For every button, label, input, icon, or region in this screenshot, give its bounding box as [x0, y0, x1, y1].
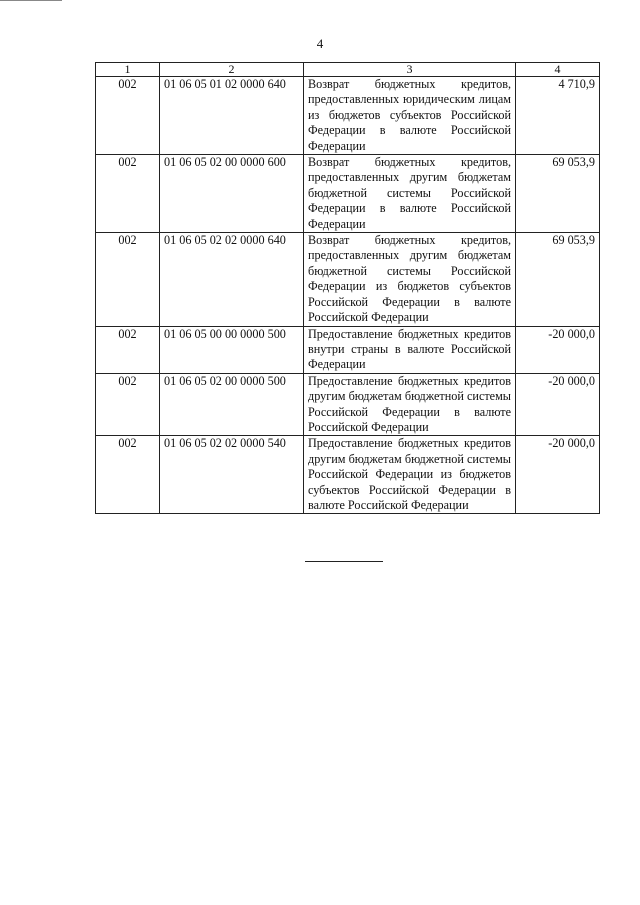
budget-classification-code-cell: 01 06 05 00 00 0000 500 [160, 326, 304, 373]
budget-classification-code-cell: 01 06 05 02 02 0000 540 [160, 436, 304, 514]
admin-code-cell: 002 [96, 436, 160, 514]
budget-sources-table [95, 62, 600, 514]
item-name-cell: Возврат бюджетных кредитов, предоставленных другим бюджетам бюджетной системы Российской Федерации из бюджетов субъектов Российской Федерации в валюте Российской Федерации [304, 233, 516, 326]
table-row [96, 373, 600, 436]
budget-classification-code-cell: 01 06 05 01 02 0000 640 [160, 77, 304, 155]
table-row [96, 155, 600, 233]
amount-cell: -20 000,0 [516, 436, 600, 514]
header-col-3: 3 [304, 63, 516, 77]
admin-code-cell: 002 [96, 77, 160, 155]
item-name-cell: Предоставление бюджетных кредитов другим бюджетам бюджетной системы Российской Федерации из бюджетов субъектов Российской Федерации в валюте Российской Федерации [304, 436, 516, 514]
amount-cell: -20 000,0 [516, 326, 600, 373]
scan-edge-line [0, 0, 62, 1]
amount-cell: 69 053,9 [516, 233, 600, 326]
header-col-2: 2 [160, 63, 304, 77]
amount-cell: 4 710,9 [516, 77, 600, 155]
item-name-cell: Предоставление бюджетных кредитов внутри страны в валюте Российской Федерации [304, 326, 516, 373]
table-row [96, 436, 600, 514]
admin-code-cell: 002 [96, 155, 160, 233]
table-row [96, 233, 600, 326]
table-row [96, 77, 600, 155]
admin-code-cell: 002 [96, 326, 160, 373]
budget-classification-code-cell: 01 06 05 02 00 0000 500 [160, 373, 304, 436]
table-header-row [96, 63, 600, 77]
page-number: 4 [316, 36, 324, 51]
item-name-cell: Возврат бюджетных кредитов, предоставленных другим бюджетам бюджетной системы Российской Федерации в валюте Российской Федерации [304, 155, 516, 233]
table-row [96, 326, 600, 373]
admin-code-cell: 002 [96, 233, 160, 326]
admin-code-cell: 002 [96, 373, 160, 436]
header-col-4: 4 [516, 63, 600, 77]
item-name-cell: Возврат бюджетных кредитов, предоставленных юридическим лицам из бюджетов субъектов Российской Федерации в валюте Российской Федерации [304, 77, 516, 155]
item-name-cell: Предоставление бюджетных кредитов другим бюджетам бюджетной системы Российской Федерации в валюте Российской Федерации [304, 373, 516, 436]
amount-cell: -20 000,0 [516, 373, 600, 436]
budget-classification-code-cell: 01 06 05 02 02 0000 640 [160, 233, 304, 326]
amount-cell: 69 053,9 [516, 155, 600, 233]
budget-classification-code-cell: 01 06 05 02 00 0000 600 [160, 155, 304, 233]
closing-rule-divider [305, 561, 383, 562]
header-col-1: 1 [96, 63, 160, 77]
